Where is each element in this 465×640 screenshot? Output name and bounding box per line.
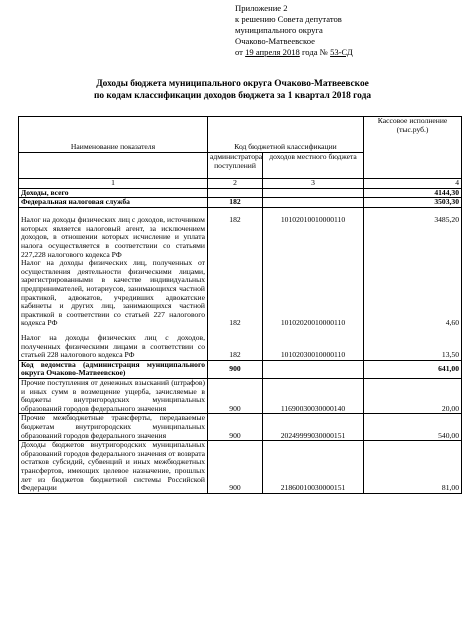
row-code: 10102020010000110 bbox=[263, 259, 364, 328]
header-name: Наименование показателя bbox=[19, 117, 208, 153]
row-code bbox=[263, 198, 364, 208]
appendix-date-line bbox=[235, 47, 460, 58]
appendix-line: Приложение 2 bbox=[235, 3, 288, 13]
appendix-line: муниципального округа bbox=[235, 25, 323, 35]
row-name: Налог на доходы физических лиц, полученных от осуществления деятельности физическими лицами, зарегистрированными в качестве индивидуальных предпринимателей, нотариусов, занимающихся частной практикой, адвокатов, учредивших адвокатские кабинеты и других лиц, занимающихся частной практикой в соответствии со статьей 227 налогового кодекса РФ bbox=[19, 259, 208, 328]
row-code: 11690030030000140 bbox=[263, 378, 364, 413]
table-row bbox=[19, 198, 462, 208]
row-code: 10102030010000110 bbox=[263, 334, 364, 360]
col-number: 2 bbox=[208, 179, 263, 189]
col-number: 4 bbox=[364, 179, 462, 189]
title-line-1: Доходы бюджета муниципального округа Очаково-Матвеевское bbox=[96, 79, 369, 89]
row-code: 20249999030000151 bbox=[263, 414, 364, 441]
row-amount: 641,00 bbox=[364, 360, 462, 378]
row-code bbox=[263, 188, 364, 198]
row-name: Прочие поступления от денежных взысканий (штрафов) и иных сумм в возмещение ущерба, зачисляемые в бюджеты внутригородских муниципальных образований городов федерального значения bbox=[19, 378, 208, 413]
row-name: Код ведомства (администрация муниципального округа Очаково-Матвеевское) bbox=[19, 360, 208, 378]
row-code: 10102010010000110 bbox=[263, 216, 364, 259]
header-name-empty bbox=[19, 153, 208, 179]
row-admin: 182 bbox=[208, 198, 263, 208]
row-admin: 182 bbox=[208, 334, 263, 360]
table-row bbox=[19, 360, 462, 378]
appendix-year-no: года № bbox=[302, 47, 328, 57]
row-amount: 81,00 bbox=[364, 441, 462, 494]
column-number-row bbox=[19, 179, 462, 189]
title-line-2: по кодам классификации доходов бюджета за 1 квартал 2018 года bbox=[93, 91, 372, 101]
row-admin: 900 bbox=[208, 378, 263, 413]
row-amount: 20,00 bbox=[364, 378, 462, 413]
row-name: Федеральная налоговая служба bbox=[19, 198, 208, 208]
row-name: Налог на доходы физических лиц с доходов, полученных физическими лицами в соответствии со статьей 228 налогового кодекса РФ bbox=[19, 334, 208, 360]
table-row bbox=[19, 259, 462, 328]
row-code: 21860010030000151 bbox=[263, 441, 364, 494]
table-row bbox=[19, 441, 462, 494]
income-table bbox=[18, 116, 462, 494]
appendix-from: от bbox=[235, 47, 243, 57]
table-row bbox=[19, 378, 462, 413]
row-amount: 3485,20 bbox=[364, 216, 462, 259]
appendix-block bbox=[235, 3, 460, 58]
row-amount: 13,50 bbox=[364, 334, 462, 360]
row-admin: 182 bbox=[208, 216, 263, 259]
appendix-line: Очаково-Матвеевское bbox=[235, 36, 315, 46]
row-amount: 4144,30 bbox=[364, 188, 462, 198]
document-title bbox=[20, 78, 445, 102]
row-amount: 4,60 bbox=[364, 259, 462, 328]
header-code: Код бюджетной классификации bbox=[208, 117, 364, 153]
decision-date: 19 апреля 2018 bbox=[245, 47, 300, 57]
row-name: Прочие межбюджетные трансферты, передаваемые бюджетам внутригородских муниципальных образований городов федерального значения bbox=[19, 414, 208, 441]
row-admin: 182 bbox=[208, 259, 263, 328]
row-name: Налог на доходы физических лиц с доходов, источником которых является налоговый агент, за исключением доходов, в отношении которых исчисление и уплата налога осуществляется в соответствии со статьями 227,228 налогового кодекса РФ bbox=[19, 216, 208, 259]
appendix-line: к решению Совета депутатов bbox=[235, 14, 342, 24]
table-row bbox=[19, 414, 462, 441]
decision-number: 53-СД bbox=[330, 47, 353, 57]
table-row bbox=[19, 334, 462, 360]
table-row bbox=[19, 216, 462, 259]
header-admin: администратора поступлений bbox=[208, 153, 263, 179]
row-code bbox=[263, 360, 364, 378]
row-name: Доходы бюджетов внутригородских муниципальных образований городов федерального значения от возврата остатков субсидий, субвенций и иных межбюджетных трансфертов, имеющих целевое назначение, прошлых лет из бюджетов бюджетной системы Российской Федерации bbox=[19, 441, 208, 494]
header-cash: Кассовое исполнение (тыс.руб.) bbox=[364, 117, 462, 179]
row-amount: 3503,30 bbox=[364, 198, 462, 208]
row-admin: 900 bbox=[208, 414, 263, 441]
col-number: 3 bbox=[263, 179, 364, 189]
row-amount: 540,00 bbox=[364, 414, 462, 441]
header-row bbox=[19, 117, 462, 153]
header-income: доходов местного бюджета bbox=[263, 153, 364, 179]
row-admin: 900 bbox=[208, 441, 263, 494]
row-name: Доходы, всего bbox=[19, 188, 208, 198]
row-admin: 900 bbox=[208, 360, 263, 378]
col-number: 1 bbox=[19, 179, 208, 189]
